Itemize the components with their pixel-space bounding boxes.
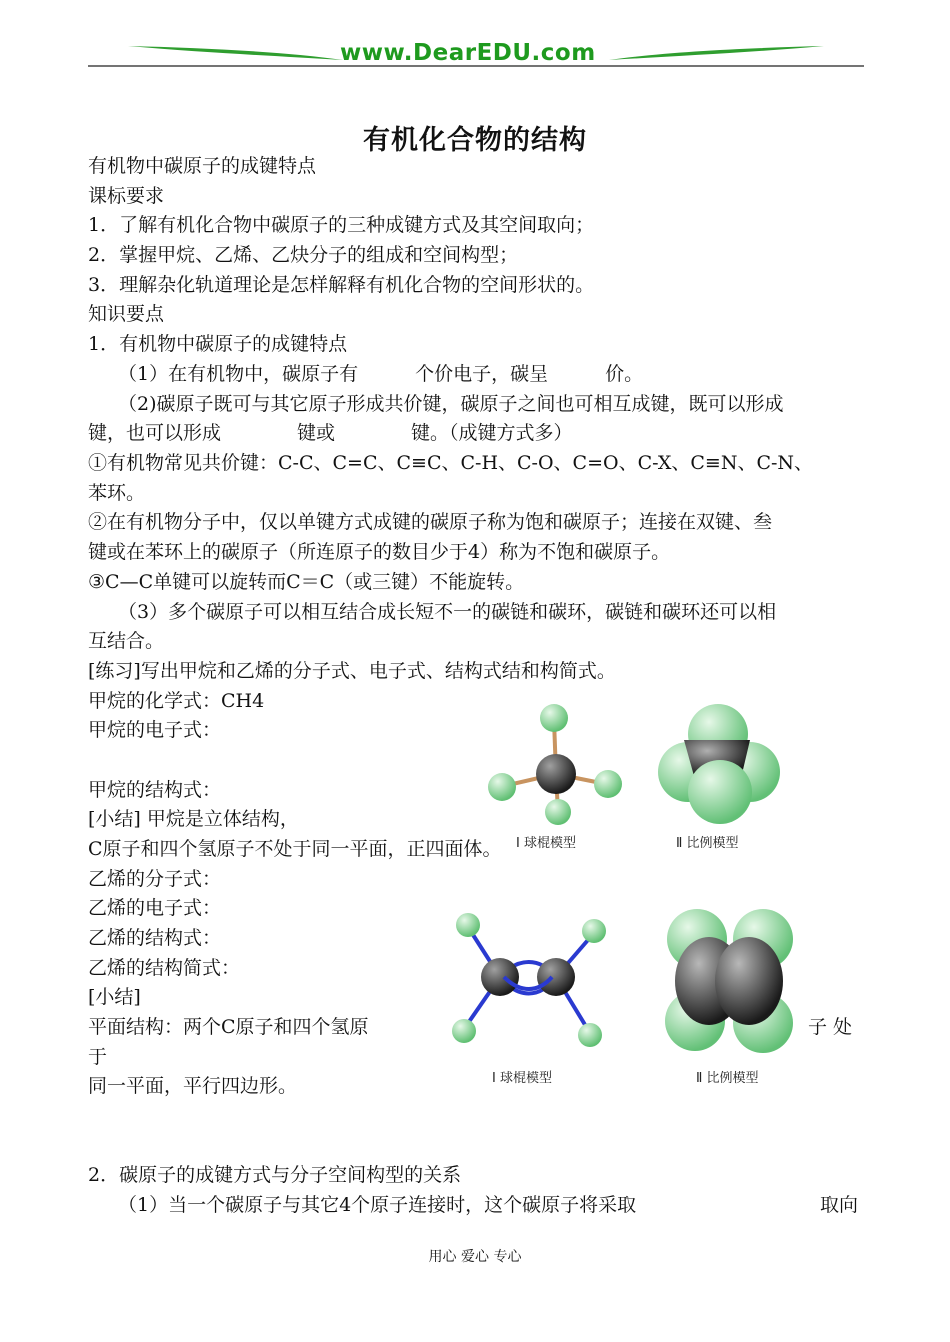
hydrogen-atom (488, 773, 516, 801)
rotation-note: ③C—C单键可以旋转而C＝C（或三键）不能旋转。 (88, 571, 525, 593)
covalent-bonds-b: 苯环。 (88, 482, 146, 504)
page-title: 有机化合物的结构 (363, 125, 587, 156)
left-leaf-swoosh (128, 46, 343, 60)
subtitle: 有机物中碳原子的成键特点 (88, 155, 317, 177)
paragraph-3b: 互结合。 (88, 630, 165, 652)
ethene-summary-2: 于 (88, 1046, 108, 1068)
methane-summary-2: C原子和四个氢原子不处于同一平面，正四面体。 (88, 838, 502, 860)
paragraph-1: （1）在有机物中，碳原子有 个价电子，碳呈 价。 (118, 363, 644, 385)
section-2-heading: 2．碳原子的成键方式与分子空间构型的关系 (88, 1164, 462, 1186)
methane-ball-stick-model (480, 700, 630, 830)
ethene-formula: 乙烯的分子式： (88, 868, 222, 890)
site-logo-text[interactable]: www.DearEDU.com (340, 40, 596, 66)
section-2-paragraph: （1）当一个碳原子与其它4个原子连接时，这个碳原子将采取 (118, 1194, 637, 1216)
right-leaf-swoosh (609, 46, 824, 60)
requirement-1: 1．了解有机化合物中碳原子的三种成键方式及其空间取向； (88, 214, 595, 236)
methane-fill-caption: Ⅱ 比例模型 (676, 836, 739, 851)
hydrogen-atom (545, 799, 571, 825)
methane-summary: [小结] 甲烷是立体结构， (88, 808, 299, 830)
covalent-bonds-a: ①有机物常见共价键：C-C、C=C、C≡C、C-H、C-O、C=O、C-X、C≡N、C-N、 (88, 452, 814, 474)
methane-structure: 甲烷的结构式： (88, 779, 222, 801)
page-footer: 用心 爱心 专心 (428, 1249, 522, 1265)
paragraph-3a: （3）多个碳原子可以相互结合成长短不一的碳链和碳环，碳链和碳环还可以相 (118, 601, 777, 623)
hydrogen-atom (594, 770, 622, 798)
key-point-1: 1．有机物中碳原子的成键特点 (88, 333, 348, 355)
methane-electron: 甲烷的电子式： (88, 719, 222, 741)
hydrogen-atom (540, 704, 568, 732)
ethene-space-filling-model (655, 905, 805, 1060)
carbon-atom (536, 754, 576, 794)
requirements-heading: 课标要求 (88, 185, 165, 207)
ethene-structure: 乙烯的结构式： (88, 927, 222, 949)
ethene-electron: 乙烯的电子式： (88, 897, 222, 919)
ethene-summary-1: 平面结构：两个C原子和四个氢原 (88, 1016, 369, 1038)
ethene-simple-structure: 乙烯的结构简式： (88, 957, 241, 979)
ethene-ball-stick-model (448, 905, 618, 1055)
methane-ball-caption: Ⅰ 球棍模型 (516, 836, 576, 851)
paragraph-2b: 键，也可以形成 键或 键。（成键方式多） (88, 422, 573, 444)
requirement-3: 3．理解杂化轨道理论是怎样解释有机化合物的空间形状的。 (88, 274, 595, 296)
ethene-summary-1-right: 子 处 (808, 1016, 853, 1038)
key-points-heading: 知识要点 (88, 303, 165, 325)
methane-formula: 甲烷的化学式：CH4 (88, 690, 265, 712)
paragraph-2a: （2)碳原子既可与其它原子形成共价键，碳原子之间也可相互成键，既可以形成 (118, 393, 784, 415)
ethene-fill-caption: Ⅱ 比例模型 (696, 1071, 759, 1086)
methane-space-filling-model (650, 700, 790, 830)
exercise: [练习]写出甲烷和乙烯的分子式、电子式、结构式结和构简式。 (88, 660, 616, 682)
saturated-carbon-b: 键或在苯环上的碳原子（所连原子的数目少于4）称为不饱和碳原子。 (88, 541, 671, 563)
requirement-2: 2．掌握甲烷、乙烯、乙炔分子的组成和空间构型； (88, 244, 519, 266)
ethene-ball-caption: Ⅰ 球棍模型 (492, 1071, 552, 1086)
ethene-summary-3: 同一平面，平行四边形。 (88, 1075, 298, 1097)
ethene-summary-head: [小结] (88, 986, 141, 1008)
saturated-carbon-a: ②在有机物分子中，仅以单键方式成键的碳原子称为饱和碳原子；连接在双键、叁 (88, 511, 773, 533)
section-2-paragraph-right: 取向 (820, 1194, 859, 1216)
